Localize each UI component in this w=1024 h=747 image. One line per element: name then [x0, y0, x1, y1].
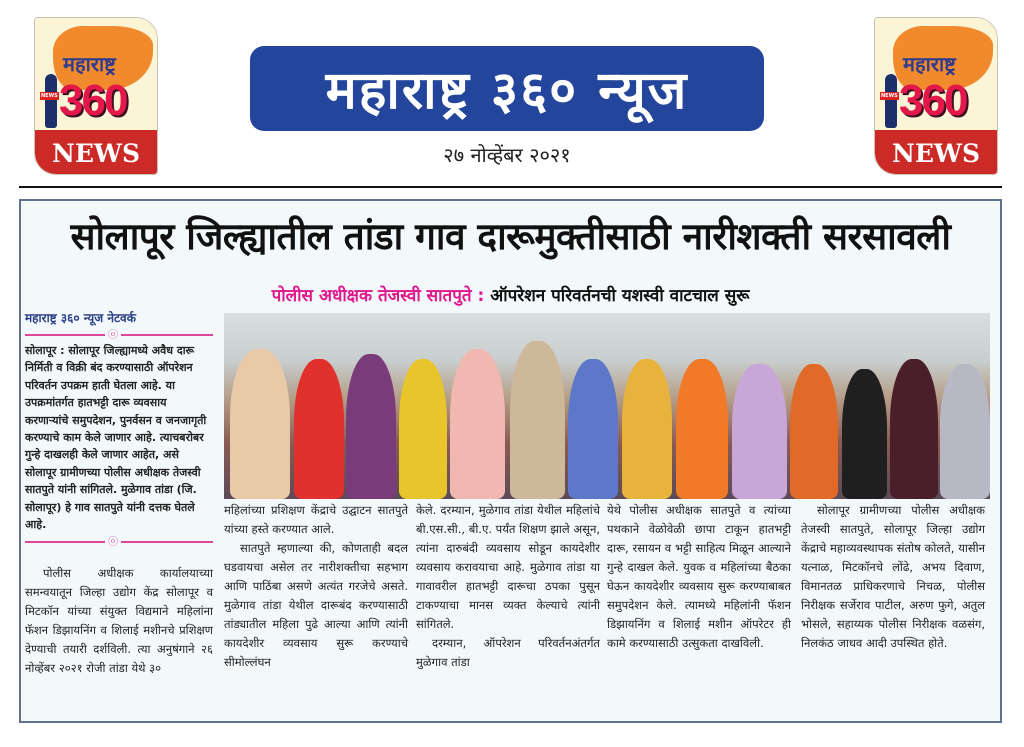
masthead-divider [19, 186, 1002, 188]
article-subhead [21, 283, 1000, 306]
article-column-4 [607, 501, 791, 653]
logo-left [34, 17, 158, 175]
logo-word: महाराष्ट्र [903, 52, 956, 76]
column-3-text-a: केले. दरम्यान, मुळेगाव तांडा येथील महिलांचे बी.एस.सी., बी.ए. पर्यंत शिक्षण झाले असून, त्यांना दारुबंदी व्यवसाय सोडून कायदेशीर व्यवसाय करावयाचा आहे. मुळेगाव तांडा या गावावरील हातभट्टी दारूचा ठपका पुसून टाकण्याचा मानस व्यक्त केल्याचे त्यांनी सांगितले. [416, 503, 600, 631]
masthead-title: महाराष्ट्र ३६० न्यूज [325, 61, 689, 121]
column-2-text-b: सातपुते म्हणाल्या की, कोणताही बदल घडवायचा असेल तर नारीशक्तीचा सहभाग आणि पाठिंबा असणे अत्यंत गरजेचे असते. मुळेगाव तांडा येथील दारूबंद करण्यासाठी तांड्यातील महिला पुढे आल्या आणि त्यांनी कायदेशीर व्यवसाय सुरू करण्याचे सीमोल्लंघन [224, 541, 408, 669]
column-3-text-b: दरम्यान, ऑपरेशन परिवर्तनअंतर्गत मुळेगाव तांडा [416, 636, 600, 669]
microphone-icon [885, 74, 897, 128]
logo-bottom-panel [35, 130, 157, 175]
logo-bottom-panel [875, 130, 997, 175]
masthead-title-banner [250, 46, 764, 131]
article-column-5 [801, 501, 985, 653]
logo-right [874, 17, 998, 175]
logo-number: 360 [899, 76, 967, 125]
column-2-text-a: महिलांच्या प्रशिक्षण केंद्राचे उद्घाटन सातपुते यांच्या हस्ते करण्यात आले. [224, 503, 408, 536]
byline: महाराष्ट्र ३६० न्यूज नेटवर्क [25, 311, 136, 325]
article-photo [224, 313, 990, 499]
article-column-1 [25, 564, 213, 678]
logo-word: महाराष्ट्र [63, 52, 116, 76]
microphone-icon [45, 74, 57, 128]
article-headline: सोलापूर जिल्ह्यातील तांडा गाव दारूमुक्तीसाठी नारीशक्ती सरसावली [70, 215, 951, 258]
logo-top-panel [875, 18, 997, 130]
column-1-text: पोलीस अधीक्षक कार्यालयाच्या समन्वयातून जिल्हा उद्योग केंद्र सोलापूर व मिटकॉन यांच्या संयुक्त विद्यमाने महिलांना फॅशन डिझायनिंग व शिलाई मशीनचे प्रशिक्षण देण्याची तयारी दर्शविली. त्या अनुषंगाने २६ नोव्हेंबर २०२१ रोजी तांडा येथे ३० [25, 566, 213, 675]
article-column-3 [416, 501, 600, 672]
mic-badge: NEWS [41, 93, 58, 99]
article-frame [19, 199, 1002, 723]
ornament-divider [25, 330, 213, 340]
subhead-text: ऑपरेशन परिवर्तनची यशस्वी वाटचाल सुरू [484, 286, 750, 306]
ornament-divider [25, 537, 213, 547]
logo-number: 360 [59, 76, 127, 125]
issue-date: २७ नोव्हेंबर २०२१ [443, 143, 571, 167]
column-4-text: येथे पोलीस अधीक्षक सातपुते व त्यांच्या पथकाने वेळोवेळी छापा टाकून हातभट्टी दारू, रसायन व भट्टी साहित्य मिळून आल्याने गुन्हे दाखल केले. युवक व महिलांच्या बैठका घेऊन कायदेशीर व्यवसाय सुरू करण्याबाबत समुपदेशन केले. त्यामध्ये महिलांनी फॅशन डिझायनिंग व शिलाई मशीन ऑपरेटर ही कामे करण्यासाठी उत्सुकता दाखविली. [607, 503, 791, 650]
article-column-2 [224, 501, 408, 672]
article-intro-box [25, 309, 213, 547]
logo-news-label: NEWS [51, 138, 141, 168]
mic-badge: NEWS [881, 93, 898, 99]
article-intro: सोलापूर : सोलापूर जिल्ह्यामध्ये अवैध दारू निर्मिती व विक्री बंद करण्यासाठी ऑपरेशन परिवर्तन उपक्रम हाती घेतला आहे. या उपक्रमांतर्गत हातभट्टी दारू व्यवसाय करणाऱ्यांचे समुपदेशन, पुनर्वसन व जनजागृती करण्याचे काम केले जाणार आहे. त्याचबरोबर गुन्हे दाखलही केले जाणार आहेत, असे सोलापूर ग्रामीणच्या पोलीस अधीक्षक तेजस्वी सातपुते यांनी सांगितले. मुळेगाव तांडा (जि. सोलापूर) हे गाव सातपुते यांनी दत्तक घेतले आहे. [25, 344, 207, 532]
logo-news-label: NEWS [891, 138, 981, 168]
logo-top-panel [35, 18, 157, 130]
column-5-text: सोलापूर ग्रामीणच्या पोलीस अधीक्षक तेजस्वी सातपुते, सोलापूर जिल्हा उद्योग केंद्राचे महाव्यवस्थापक संतोष कोलते, यासीन यत्नाळ, मिटकॉनचे लोंढे, अभय दिवाण, विमानतळ प्राधिकरणाचे निचळ, पोलीस निरीक्षक सर्जेराव पाटील, अरुण फुगे, अतुल भोसले, सहाय्यक पोलीस निरीक्षक वळसंग, निलकंठ जाधव आदी उपस्थित होते. [801, 503, 985, 650]
subhead-highlight: पोलीस अधीक्षक तेजस्वी सातपुते : [271, 286, 485, 306]
